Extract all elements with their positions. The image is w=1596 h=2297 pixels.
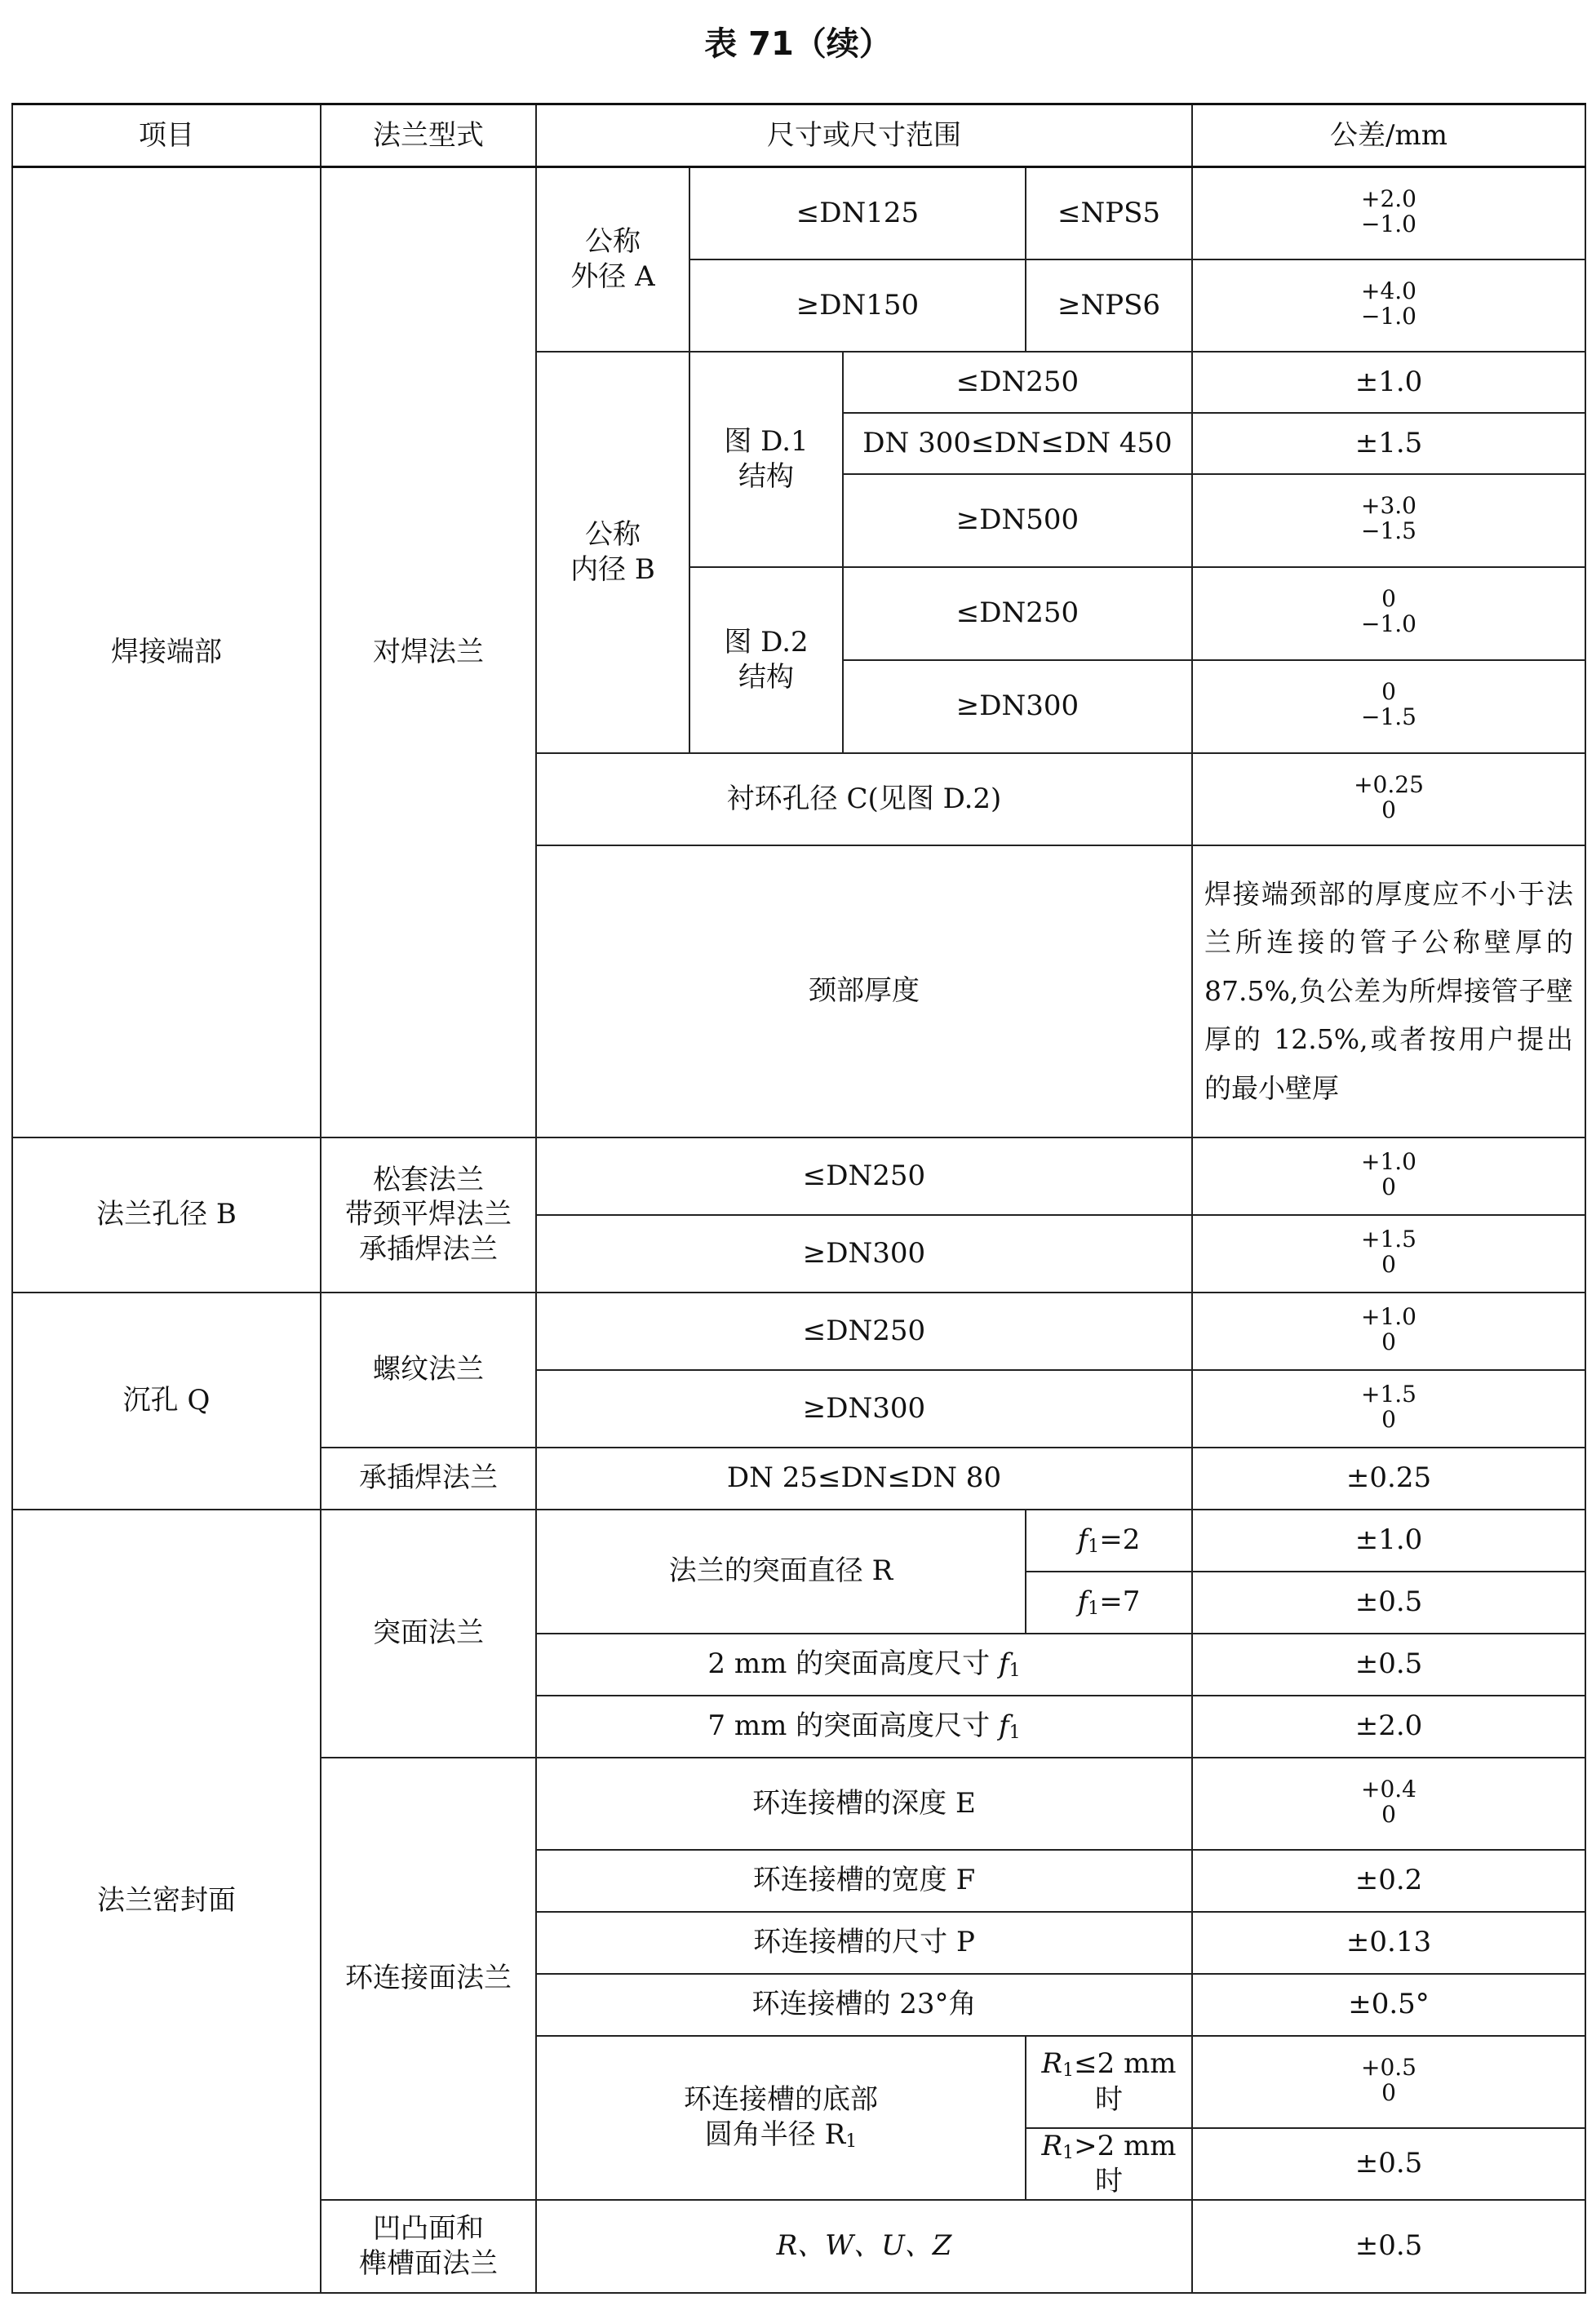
groove-p: 环连接槽的尺寸 P xyxy=(536,1912,1192,1974)
flange-lap-joint: 松套法兰 xyxy=(373,1163,484,1196)
od-nps-1: ≤NPS5 xyxy=(1026,167,1192,259)
tol-plus: +3.0 xyxy=(1361,492,1416,520)
tongue-tol: ±0.5 xyxy=(1192,2200,1585,2293)
fig-d2-line1: 图 D.2 xyxy=(724,626,809,659)
fig-d1-line2: 结构 xyxy=(738,459,794,493)
flange-weld-neck: 对焊法兰 xyxy=(321,167,536,1137)
neck-thickness: 颈部厚度 xyxy=(536,845,1192,1137)
header-item: 项目 xyxy=(12,104,321,167)
tol-minus: −1.0 xyxy=(1361,211,1416,238)
height-2mm-tol: ±0.5 xyxy=(1192,1634,1585,1696)
od-nps-2: ≥NPS6 xyxy=(1026,259,1192,352)
height-2mm-text: 2 mm 的突面高度尺寸 xyxy=(707,1647,991,1680)
r1-gt-2: R1>2 mm 时 xyxy=(1026,2128,1192,2200)
r1-le-2-tol xyxy=(1192,2036,1585,2128)
od-label-line2: 外径 A xyxy=(570,259,655,293)
d1-size-1: ≤DN250 xyxy=(843,352,1192,413)
tol-plus: 0 xyxy=(1381,678,1396,706)
groove-radius-line2: 圆角半径 R1 xyxy=(704,2117,858,2152)
flange-tongue-groove xyxy=(321,2200,536,2293)
fig-d1-line1: 图 D.1 xyxy=(724,425,809,458)
groove-radius-line1: 环连接槽的底部 xyxy=(684,2083,878,2116)
tol-minus: 0 xyxy=(1381,2078,1396,2106)
od-dn-1: ≤DN125 xyxy=(689,167,1026,259)
flange-slip-on: 带颈平焊法兰 xyxy=(345,1198,512,1231)
tol-minus: −1.5 xyxy=(1361,517,1416,545)
tol-plus: +1.5 xyxy=(1361,1225,1416,1253)
header-tolerance: 公差/mm xyxy=(1192,104,1585,167)
socket-tol: ±0.25 xyxy=(1192,1448,1585,1510)
groove-width: 环连接槽的宽度 F xyxy=(536,1850,1192,1912)
tol-minus: 0 xyxy=(1381,1328,1396,1355)
d1-size-3: ≥DN500 xyxy=(843,474,1192,567)
r1-gt-2-tol: ±0.5 xyxy=(1192,2128,1585,2200)
table-row xyxy=(12,1137,1585,1215)
flange-raised-face: 突面法兰 xyxy=(321,1510,536,1758)
header-row xyxy=(12,104,1585,167)
neck-thickness-note: 焊接端颈部的厚度应不小于法兰所连接的管子公称壁厚的 87.5%,负公差为所焊接管子壁厚的 12.5%,或者按用户提出的最小壁厚 xyxy=(1192,845,1585,1137)
tol-minus: 0 xyxy=(1381,796,1396,823)
item-counterbore: 沉孔 Q xyxy=(12,1293,321,1510)
counterbore-size-2: ≥DN300 xyxy=(536,1370,1192,1448)
raised-face-dia: 法兰的突面直径 R xyxy=(536,1510,1026,1634)
height-7mm-text: 7 mm 的突面高度尺寸 xyxy=(707,1709,991,1742)
tol-minus: 0 xyxy=(1381,1405,1396,1433)
f1-2-tol: ±1.0 xyxy=(1192,1510,1585,1572)
flange-ring-joint: 环连接面法兰 xyxy=(321,1758,536,2200)
item-flange-bore: 法兰孔径 B xyxy=(12,1137,321,1293)
groove-depth: 环连接槽的深度 E xyxy=(536,1758,1192,1850)
tol-plus: +4.0 xyxy=(1361,277,1416,304)
f1-2: f1=2 xyxy=(1026,1510,1192,1572)
tongue-line1: 凹凸面和 xyxy=(373,2212,484,2245)
groove-depth-tol xyxy=(1192,1758,1585,1850)
od-tol-2 xyxy=(1192,259,1585,352)
d2-size-2: ≥DN300 xyxy=(843,660,1192,753)
od-label-line1: 公称 xyxy=(585,225,641,259)
tol-plus: +1.5 xyxy=(1361,1380,1416,1408)
item-facing: 法兰密封面 xyxy=(12,1510,321,2293)
d2-size-1: ≤DN250 xyxy=(843,567,1192,660)
groove-radius-text: 圆角半径 R xyxy=(704,2117,846,2151)
counterbore-tol-1 xyxy=(1192,1293,1585,1370)
tongue-size: R、W、U、Z xyxy=(536,2200,1192,2293)
groove-angle-tol: ±0.5° xyxy=(1192,1974,1585,2036)
groove-p-tol: ±0.13 xyxy=(1192,1912,1585,1974)
d2-tol-1 xyxy=(1192,567,1585,660)
d2-tol-2 xyxy=(1192,660,1585,753)
bore-size-1: ≤DN250 xyxy=(536,1137,1192,1215)
f1-2-value: =2 xyxy=(1099,1523,1141,1556)
height-7mm: 7 mm 的突面高度尺寸 f1 xyxy=(536,1696,1192,1758)
tol-minus: −1.5 xyxy=(1361,703,1416,731)
fig-d1-label xyxy=(689,352,843,567)
height-7mm-tol: ±2.0 xyxy=(1192,1696,1585,1758)
groove-radius xyxy=(536,2036,1026,2200)
flange-socket-weld-cb: 承插焊法兰 xyxy=(321,1448,536,1510)
f1-7-tol: ±0.5 xyxy=(1192,1572,1585,1634)
backing-ring-tol xyxy=(1192,753,1585,845)
tol-minus: −1.0 xyxy=(1361,610,1416,638)
tol-plus: +0.25 xyxy=(1354,770,1424,798)
tol-minus: 0 xyxy=(1381,1250,1396,1278)
od-dn-2: ≥DN150 xyxy=(689,259,1026,352)
groove-width-tol: ±0.2 xyxy=(1192,1850,1585,1912)
f1-7: f1=7 xyxy=(1026,1572,1192,1634)
tongue-line2: 榫槽面法兰 xyxy=(359,2246,498,2280)
groove-angle: 环连接槽的 23°角 xyxy=(536,1974,1192,2036)
fig-d2-label xyxy=(689,567,843,753)
bore-tol-2 xyxy=(1192,1215,1585,1293)
counterbore-tol-2 xyxy=(1192,1370,1585,1448)
tol-minus: 0 xyxy=(1381,1800,1396,1828)
r1-le-2: R1≤2 mm 时 xyxy=(1026,2036,1192,2128)
r1-le-2-text: ≤2 mm 时 xyxy=(1074,2047,1177,2116)
tol-plus: +0.4 xyxy=(1361,1775,1416,1803)
id-label-line2: 内径 B xyxy=(570,552,655,586)
header-flange-type: 法兰型式 xyxy=(321,104,536,167)
backing-ring-bore: 衬环孔径 C(见图 D.2) xyxy=(536,753,1192,845)
id-label-line1: 公称 xyxy=(585,518,641,551)
table-row xyxy=(12,1510,1585,1572)
flange-threaded: 螺纹法兰 xyxy=(321,1293,536,1448)
d1-tol-3 xyxy=(1192,474,1585,567)
fig-d2-line2: 结构 xyxy=(738,660,794,694)
r1-gt-2-text: >2 mm 时 xyxy=(1074,2129,1177,2197)
tol-plus: +1.0 xyxy=(1361,1147,1416,1175)
table-row xyxy=(12,167,1585,259)
d1-size-2: DN 300≤DN≤DN 450 xyxy=(843,413,1192,474)
f1-7-value: =7 xyxy=(1099,1585,1141,1618)
item-weld-end: 焊接端部 xyxy=(12,167,321,1137)
flange-socket-weld: 承插焊法兰 xyxy=(359,1232,498,1266)
tol-plus: +0.5 xyxy=(1361,2053,1416,2081)
tol-plus: 0 xyxy=(1381,585,1396,613)
tol-minus: 0 xyxy=(1381,1173,1396,1200)
od-tol-1 xyxy=(1192,167,1585,259)
counterbore-size-1: ≤DN250 xyxy=(536,1293,1192,1370)
od-label xyxy=(536,167,689,352)
id-label xyxy=(536,352,689,753)
bore-tol-1 xyxy=(1192,1137,1585,1215)
height-2mm: 2 mm 的突面高度尺寸 f1 xyxy=(536,1634,1192,1696)
d1-tol-1: ±1.0 xyxy=(1192,352,1585,413)
table-title: 表 71（续） xyxy=(704,25,892,63)
bore-size-2: ≥DN300 xyxy=(536,1215,1192,1293)
tolerance-table xyxy=(11,103,1586,2294)
tol-plus: +2.0 xyxy=(1361,184,1416,212)
flange-types-bore xyxy=(321,1137,536,1293)
tol-plus: +1.0 xyxy=(1361,1302,1416,1330)
tol-minus: −1.0 xyxy=(1361,302,1416,330)
header-size: 尺寸或尺寸范围 xyxy=(536,104,1192,167)
socket-size: DN 25≤DN≤DN 80 xyxy=(536,1448,1192,1510)
d1-tol-2: ±1.5 xyxy=(1192,413,1585,474)
table-row xyxy=(12,1293,1585,1370)
